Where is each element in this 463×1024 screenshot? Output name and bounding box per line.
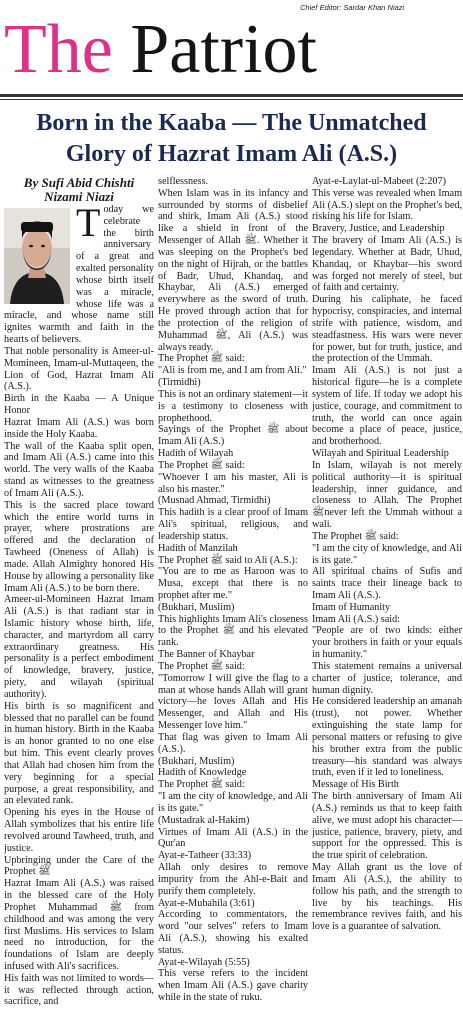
article-paragraph: The Prophet ﷺ said:	[158, 779, 245, 791]
article-paragraph: This is not an ordinary statement—it is a testimony to closeness with prophethood.	[158, 388, 308, 424]
article-paragraph: (Bukhari, Muslim)	[158, 601, 235, 613]
masthead-rule-thin	[0, 99, 463, 100]
article-paragraph: "I am the city of knowledge, and Ali is its gate."	[158, 791, 308, 814]
headline-line-1: Born in the Kaaba — The Unmatched	[36, 110, 427, 136]
masthead	[0, 0, 463, 92]
article-paragraph: Hadith of Knowledge	[158, 767, 247, 779]
article-paragraph: The birth anniversary of Imam Ali (A.S.) reminds us that to keep faith alive, we must adopt his character—justice, patience, bravery, piety, and support for the oppressed. This is the true spirit of celebration.	[312, 791, 462, 862]
article-paragraph: (Musnad Ahmad, Tirmidhi)	[158, 495, 271, 507]
headline-line-2: Glory of Hazrat Imam Ali (A.S.)	[65, 141, 398, 167]
author-photo	[4, 208, 70, 304]
article-paragraph: "I am the city of knowledge, and Ali is its gate."	[312, 542, 462, 566]
article-paragraph: The Prophet ﷺ said:	[312, 530, 399, 542]
article-paragraph: Ayat-e-Laylat-ul-Mabeet (2:207)	[312, 176, 446, 187]
article-paragraph: This verse refers to the incident when Imam Ali (A.S.) gave charity while in the state of ruku.	[158, 968, 308, 1004]
article-paragraph: The Banner of Khaybar	[158, 649, 255, 661]
column-1-paragraphs	[4, 346, 154, 1008]
newspaper-title-patriot: Patriot	[130, 11, 317, 88]
article-paragraph: (Bukhari, Muslim)	[158, 755, 235, 767]
article-paragraph: This highlights Imam Ali's closeness to the Prophet ﷺ and his elevated rank.	[158, 613, 308, 649]
article-paragraph: This hadith is a clear proof of Imam Ali's spiritual, religious, and leadership status.	[158, 507, 308, 542]
article-paragraph: According to commentators, the word "our selves" refers to Imam Ali (A.S.), showing his exalted status.	[158, 909, 308, 956]
article-paragraph: Ayat-e-Tatheer (33:33)	[158, 850, 252, 862]
article-paragraph: The wall of the Kaaba split open, and Imam Ali (A.S.) came into this world. The very walls of the Kaaba stand as witnesses to the greatness of Imam Ali (A.S.).	[4, 440, 154, 499]
article-paragraph: Wilayah and Spiritual Leadership	[312, 448, 449, 460]
article-paragraph: May Allah grant us the love of Imam Ali (A.S.), the ability to follow his path, and the strength to live by his teachings. His remembrance revives faith, and his love is a guarantee of salvation.	[312, 862, 462, 933]
column-2	[158, 176, 308, 1024]
article-paragraph: When Islam was in its infancy and surrounded by storms of disbelief and shirk, Imam Ali (A.S.) stood like a shield in front of the Messenger of Allah ﷺ. Whether it was sleeping on the Prophet's bed on the night of Hijrah, or the battles of Badr, Uhud, Khandaq, and Khaybar, Ali (A.S.) emerged everywhere as the sword of truth. He proved through action that for the protection of the religion of Muhammad ﷺ, Ali (A.S.) was always ready.	[158, 187, 308, 353]
byline-line-1: By Sufi Abid Chishti	[23, 176, 135, 190]
column-1	[4, 176, 154, 1024]
article-paragraph: This verse was revealed when Imam Ali (A.S.) slept on the Prophet's bed, risking his life for Islam.	[312, 187, 462, 223]
article-paragraph: The Prophet ﷺ said to Ali (A.S.):	[158, 554, 298, 566]
article-paragraph: That flag was given to Imam Ali (A.S.).	[158, 731, 308, 755]
article-paragraph: The bravery of Imam Ali (A.S.) is legendary. Whether at Badr, Uhud, Khandaq, or Khaybar—his sword was forged not merely of steel, but of faith and certainty.	[312, 235, 462, 294]
column-2-paragraphs	[158, 176, 308, 1004]
article-paragraph: The Prophet ﷺ said:	[158, 459, 245, 471]
article-paragraph: Upbringing under the Care of the Prophet ﷺ	[4, 854, 154, 878]
article-paragraph: Ayat-e-Wilayah (5:55)	[158, 956, 250, 968]
article-paragraph: (Tirmidhi)	[158, 377, 201, 389]
author-portrait-icon	[4, 208, 70, 304]
article-paragraph: Opening his eyes in the House of Allah symbolizes that his entire life revolved around Tawheed, truth, and justice.	[4, 807, 154, 854]
article-paragraph: "Whoever I am his master, Ali is also his master."	[158, 471, 308, 495]
article-paragraph: Sayings of the Prophet ﷺ about Imam Ali (A.S.)	[158, 424, 308, 448]
article-paragraph: His birth is so magnificent and blessed that no parallel can be found in human history. Birth in the Kaaba is an honor granted to no one else but him. This event clearly proves that Allah had chosen him from the very beginning for a special purpose, a great responsibility, and an elevated rank.	[4, 700, 154, 807]
article-paragraph: During his caliphate, he faced hypocrisy, conspiracies, and internal strife with patience, wisdom, and steadfastness. His wars were never for power, but for truth, justice, and the protection of the Ummah.	[312, 294, 462, 365]
article-paragraph: The Prophet ﷺ said:	[158, 660, 245, 672]
article-paragraph: "You are to me as Haroon was to Musa, except that there is no prophet after me."	[158, 566, 308, 601]
column-3-paragraphs	[312, 176, 462, 933]
article-paragraph: He considered leadership an amanah (trust), not power. Whether extinguishing the state lamp for personal matters or refusing to give his brother extra from the public treasury—his standard was always truth, even if it led to loneliness.	[312, 696, 462, 779]
article-paragraph: Message of His Birth	[312, 779, 399, 791]
article-paragraph: In Islam, wilayah is not merely political authority—it is spiritual leadership, inner guidance, and closeness to Allah. The Prophet ﷺnever left the Ummah without a wali.	[312, 459, 462, 531]
article-paragraph: All spiritual chains of Sufis and saints trace their lineage back to Imam Ali (A.S.).	[312, 566, 462, 601]
paragraph-text: oday we celebrate the birth anniversary of a great and exalted personality whose birth itself was a miracle, whose life was a miracle, and whose name still ignites warmth and faith in the hearts of believers.	[4, 204, 154, 346]
article-paragraph: Allah only desires to remove impurity from the Ahl-e-Bait and purify them completely.	[158, 862, 308, 897]
article-paragraph: Imam Ali (A.S.) is not just a historical figure—he is a complete system of life. If today we adopt his justice, courage, and commitment to truth, the world can once again become a place of peace, justice, and brotherhood.	[312, 365, 462, 448]
article-paragraph: Bravery, Justice, and Leadership	[312, 223, 445, 235]
article-paragraph: Ayat-e-Mubahila (3:61)	[158, 897, 255, 909]
byline-line-2: Nizami Niazi	[44, 189, 114, 204]
article-paragraph: Virtues of Imam Ali (A.S.) in the Qur'an	[158, 826, 308, 850]
article-headline	[0, 108, 463, 170]
column-3	[312, 176, 462, 1024]
masthead-rule	[0, 94, 463, 97]
article-paragraph: Imam of Humanity	[312, 601, 391, 613]
article-paragraph: selflessness.	[158, 176, 209, 187]
newspaper-title	[4, 10, 317, 90]
article-paragraph: Imam Ali (A.S.) said:	[312, 613, 401, 625]
article-paragraph: Ameer-ul-Momineen Hazrat Imam Ali (A.S.) is that radiant star in Islamic history whose birth, life, character, and martyrdom all carry extraordinary greatness. His personality is a perfect embodiment of knowledge, bravery, justice, piety, and wilayah (spiritual authority).	[4, 594, 154, 700]
article-paragraph: Hazrat Imam Ali (A.S.) was raised in the blessed care of the Holy Prophet Muhammad ﷺ from childhood and was among the very first Muslims. His services to Islam need no introduction, for the foundations of Islam are deeply infused with Ali's sacrifices.	[4, 878, 154, 972]
article-paragraph: "Ali is from me, and I am from Ali."	[158, 365, 307, 377]
byline	[4, 176, 154, 204]
article-paragraph: (Mustadrak al-Hakim)	[158, 814, 250, 826]
article-paragraph: That noble personality is Ameer-ul-Momineen, Imam-ul-Muttaqeen, the Lion of God, Hazrat Imam Ali (A.S.).	[4, 345, 154, 393]
article-paragraph: "Tomorrow I will give the flag to a man at whose hands Allah will grant victory—he loves Allah and His Messenger, and Allah and His Messenger love him."	[158, 672, 308, 732]
article-body	[0, 176, 463, 1024]
newspaper-title-the: The	[4, 11, 113, 88]
article-paragraph: His faith was not limited to words—it was reflected through action, sacrifice, and	[4, 972, 154, 1008]
chief-editor-credit: Chief Editor: Sardar Khan Niazi	[300, 3, 405, 12]
article-paragraph: Hazrat Imam Ali (A.S.) was born inside the Holy Kaaba.	[4, 416, 154, 440]
article-paragraph: Birth in the Kaaba — A Unique Honor	[4, 393, 154, 417]
article-paragraph: Hadith of Manzilah	[158, 542, 238, 554]
drop-cap: T	[76, 200, 101, 245]
article-paragraph: This statement remains a universal charter of justice, tolerance, and human dignity.	[312, 660, 462, 696]
article-paragraph: This is the sacred place toward which the entire world turns in prayer, where prostrations are offered and the declaration of Tawheed (Oneness of Allah) is made. Allah Almighty honored His House by allowing a personality like Imam Ali (A.S.) to be born there.	[4, 499, 154, 594]
article-paragraph: Hadith of Wilayah	[158, 448, 234, 460]
article-paragraph: The Prophet ﷺ said:	[158, 353, 245, 365]
article-paragraph: "People are of two kinds: either your brothers in faith or your equals in humanity."	[312, 625, 462, 661]
